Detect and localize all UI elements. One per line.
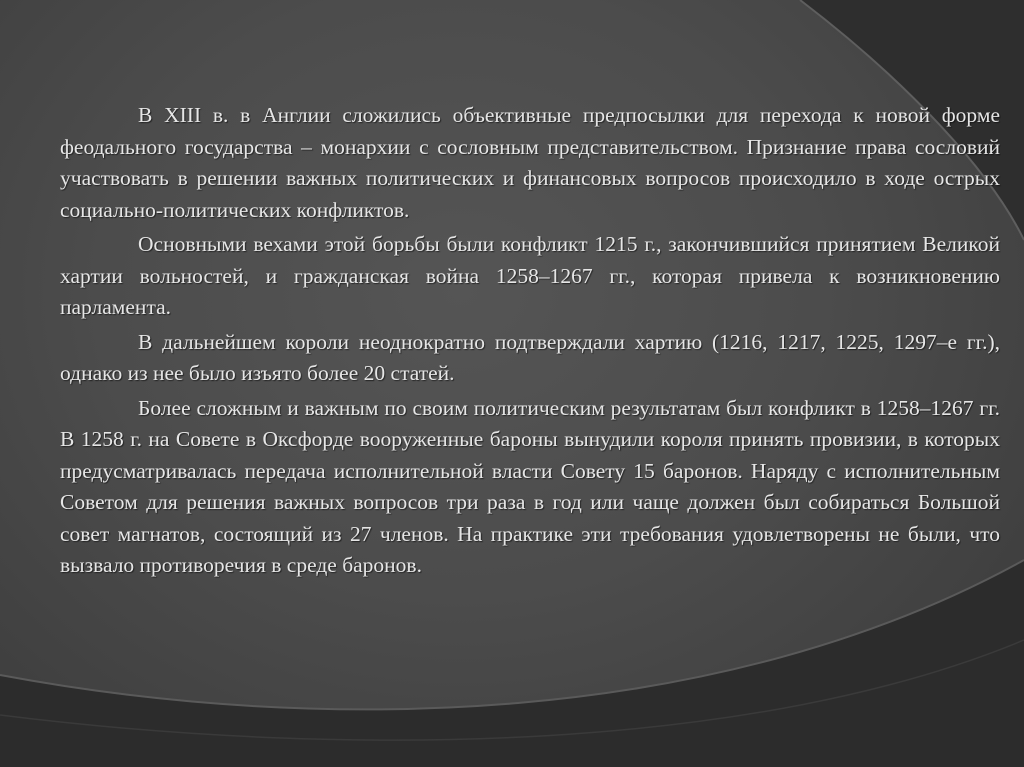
paragraph-1: В XIII в. в Англии сложились объективные предпосылки для перехода к новой форме феодального государства – монархии с сословным представительством. Признание права сословий участвовать в решении важных политических и финансовых вопросов происходило в ходе острых социально-политических конфликтов. xyxy=(60,103,1000,222)
paragraph-4: Более сложным и важным по своим политическим результатам был конфликт в 1258–1267 гг. В 1258 г. на Совете в Оксфорде вооруженные бароны вынудили короля принять провизии, в которых предусматривалась передача исполнительной власти Совету 15 баронов. Наряду с исполнительным Советом для решения важных вопросов три раза в год или чаще должен был собираться Большой совет магнатов, состоящий из 27 членов. На практике эти требования удовлетворены не были, что вызвало противоречия в среде баронов. xyxy=(60,395,1000,577)
bottom-arc-dark xyxy=(0,560,1024,767)
paragraph-2: Основными вехами этой борьбы были конфликт 1215 г., закончившийся принятием Великой хартии вольностей, и гражданская война 1258–1267 гг., которая привела к возникновению парламента. xyxy=(60,232,1000,319)
slide-body xyxy=(60,100,1000,585)
paragraph-3: В дальнейшем короли неоднократно подтверждали хартию (1216, 1217, 1225, 1297–е гг.), однако из нее было изъято более 20 статей. xyxy=(60,329,1000,385)
